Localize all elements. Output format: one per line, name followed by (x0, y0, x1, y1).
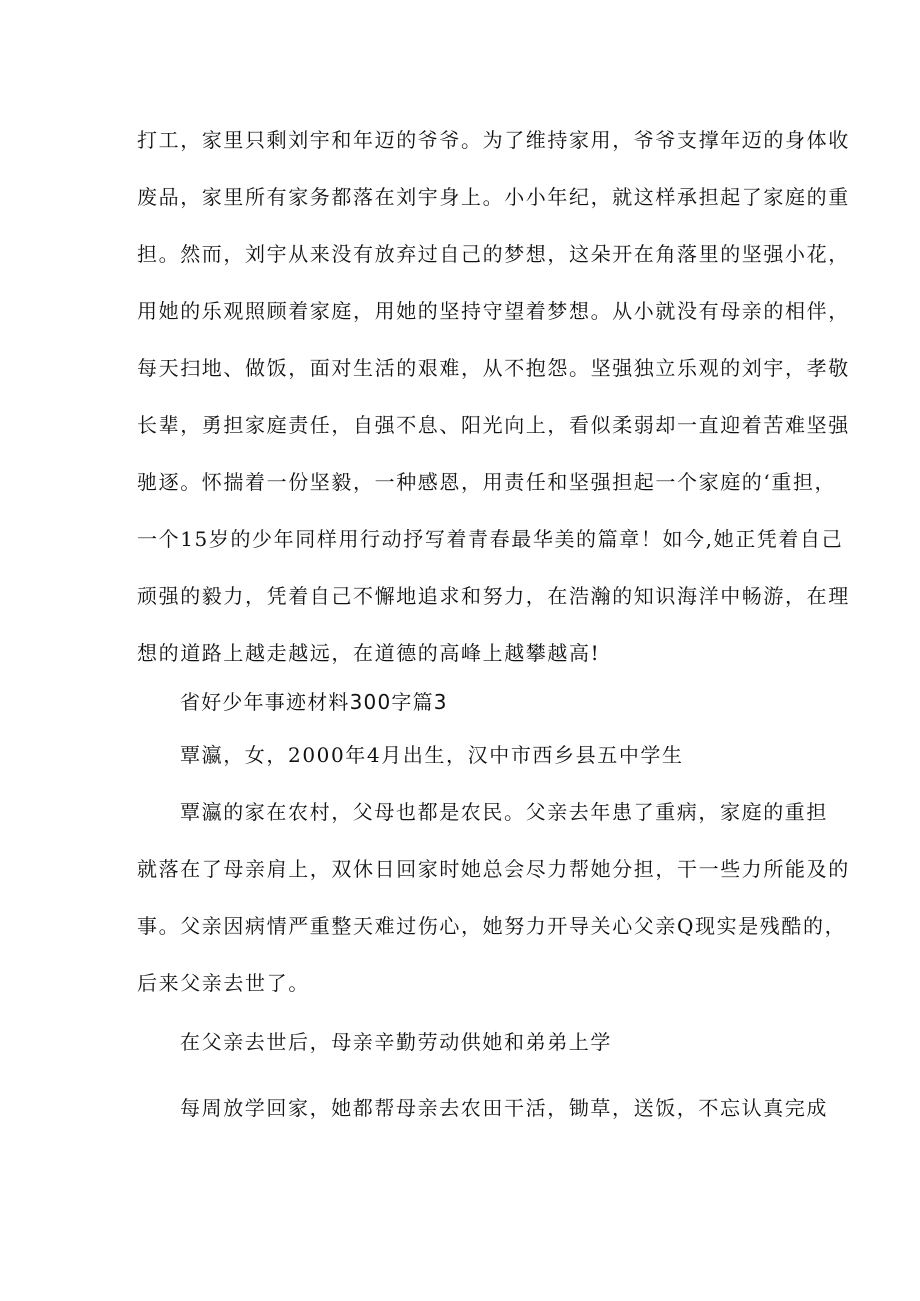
paragraph-1-line-3: 担。然而，刘宇从来没有放弃过自己的梦想，这朵开在角落里的坚强小花， (137, 242, 850, 266)
paragraph-3-line-1: 在父亲去世后，母亲辛勤劳动供她和弟弟上学 (180, 1030, 612, 1054)
paragraph-1-line-5: 每天扫地、做饭，面对生活的艰难，从不抱怨。坚强独立乐观的刘宇，孝敬 (137, 356, 850, 380)
paragraph-2-line-2: 就落在了母亲肩上，双休日回家时她总会尽力帮她分担，干一些力所能及的 (137, 857, 850, 881)
paragraph-2-line-1: 覃瀛的家在农村，父母也都是农民。父亲去年患了重病，家庭的重担 (180, 800, 828, 824)
paragraph-1-line-6: 长辈，勇担家庭责任，自强不息、阳光向上，看似柔弱却一直迎着苦难坚强 (137, 413, 850, 437)
paragraph-2-line-4: 后来父亲去世了。 (137, 971, 310, 995)
paragraph-2-line-3: 事。父亲因病情严重整天难过伤心，她努力开导关心父亲Q现实是残酷的， (137, 914, 847, 938)
paragraph-1-line-4: 用她的乐观照顾着家庭，用她的坚持守望着梦想。从小就没有母亲的相伴， (137, 299, 850, 323)
paragraph-1-line-7: 驰逐。怀揣着一份坚毅，一种感恩，用责任和坚强担起一个家庭的‘重担， (137, 470, 837, 494)
paragraph-1-line-9: 顽强的毅力，凭着自己不懈地追求和努力，在浩瀚的知识海洋中畅游，在理 (137, 584, 850, 608)
paragraph-4-line-1: 每周放学回家，她都帮母亲去农田干活，锄草，送饭，不忘认真完成 (180, 1096, 828, 1120)
paragraph-1-line-10: 想的道路上越走越远，在道德的高峰上越攀越高! (137, 641, 601, 665)
paragraph-1-line-1: 打工，家里只剩刘宇和年迈的爷爷。为了维持家用，爷爷支撑年迈的身体收 (137, 128, 850, 152)
section-heading: 省好少年事迹材料300字篇3 (180, 690, 448, 714)
paragraph-1-line-2: 废品，家里所有家务都落在刘宇身上。小小年纪，就这样承担起了家庭的重 (137, 185, 850, 209)
paragraph-1-line-8: 一个15岁的少年同样用行动抒写着青春最华美的篇章！如今,她正凭着自己 (137, 527, 844, 551)
subtitle-line: 覃瀛，女，2000年4月出生，汉中市西乡县五中学生 (180, 743, 684, 767)
